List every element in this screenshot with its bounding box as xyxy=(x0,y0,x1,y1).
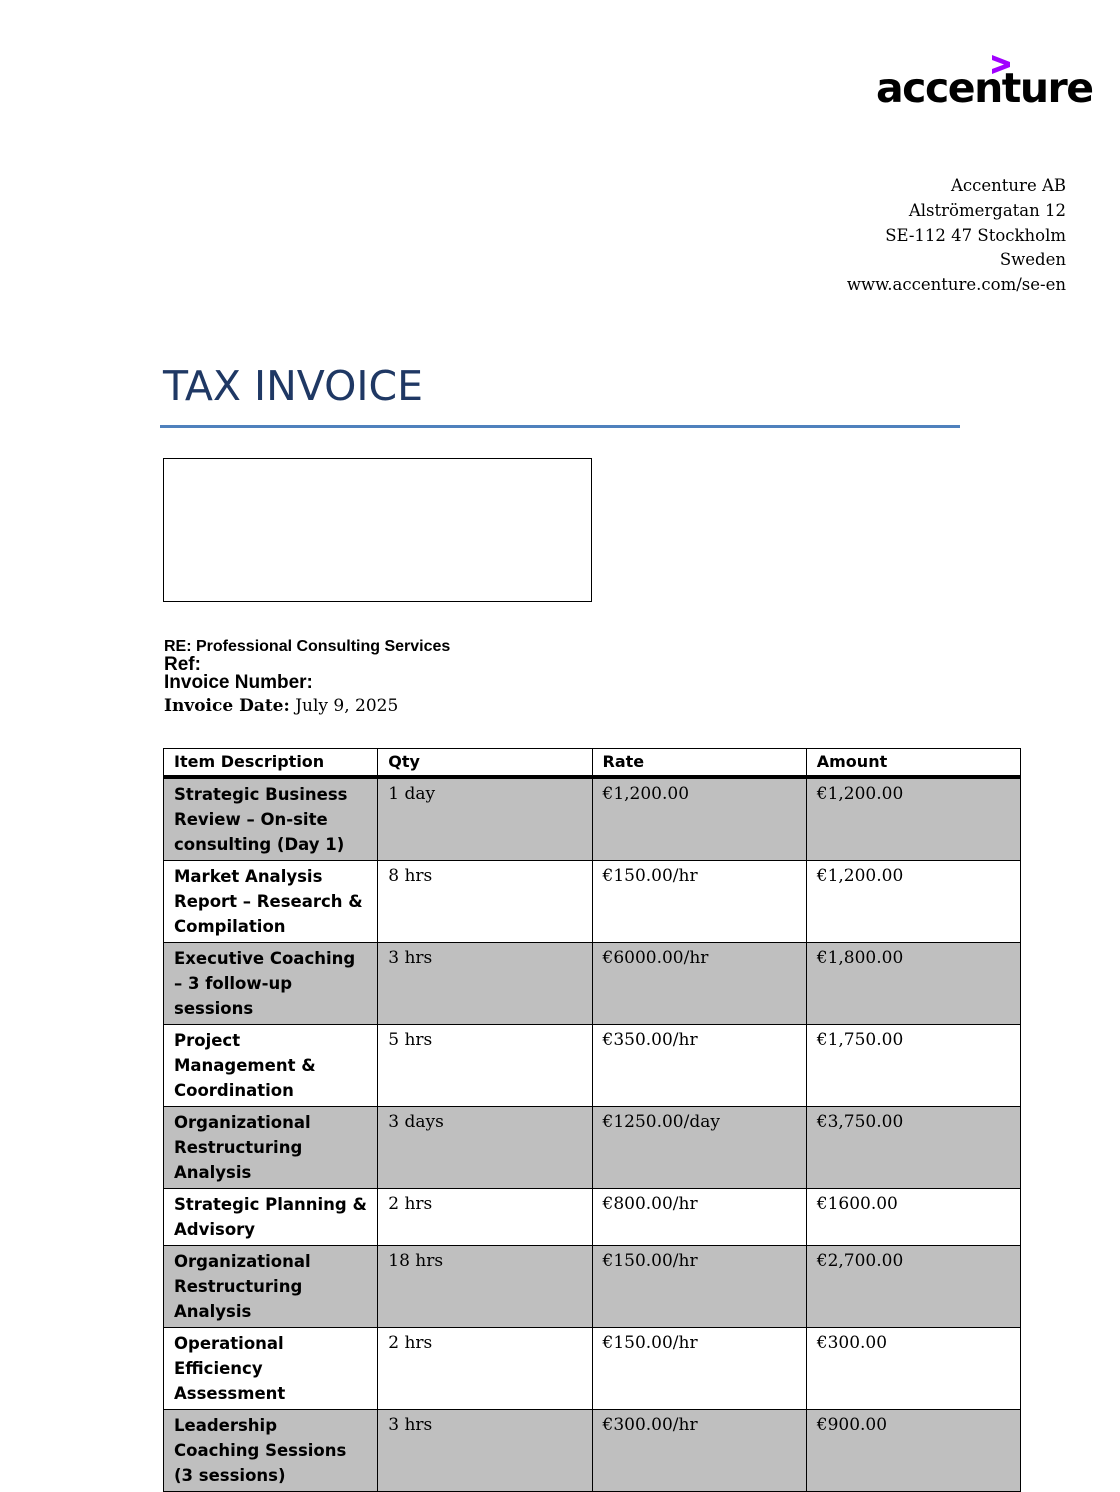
item-description: Executive Coaching – 3 follow-up sessions xyxy=(164,943,378,1025)
header-rate: Rate xyxy=(592,749,806,778)
item-description: Strategic Planning & Advisory xyxy=(164,1189,378,1246)
invoice-date-label: Invoice Date: xyxy=(164,696,290,716)
item-amount: €1,750.00 xyxy=(806,1025,1020,1107)
invoice-date-value: July 9, 2025 xyxy=(295,696,399,716)
item-rate: €6000.00/hr xyxy=(592,943,806,1025)
item-qty: 18 hrs xyxy=(378,1246,592,1328)
table-row xyxy=(164,1107,1021,1189)
item-description: Organizational Restructuring Analysis xyxy=(164,1246,378,1328)
item-rate: €150.00/hr xyxy=(592,1246,806,1328)
item-amount: €1,200.00 xyxy=(806,777,1020,861)
company-country: Sweden xyxy=(999,250,1066,270)
invoice-number-line xyxy=(164,672,313,694)
item-amount: €300.00 xyxy=(806,1328,1020,1410)
header-amount: Amount xyxy=(806,749,1020,778)
line-items-table xyxy=(163,748,1021,1492)
item-description: Operational Efficiency Assessment xyxy=(164,1328,378,1410)
ref-label: Ref: xyxy=(164,654,201,675)
item-qty: 1 day xyxy=(378,777,592,861)
logo-wordmark: accenture xyxy=(876,64,1093,112)
document-title: TAX INVOICE xyxy=(163,362,424,410)
invoice-number-label: Invoice Number: xyxy=(164,672,313,693)
header-item-description: Item Description xyxy=(164,749,378,778)
company-website: www.accenture.com/se-en xyxy=(846,275,1066,295)
item-qty: 2 hrs xyxy=(378,1189,592,1246)
item-qty: 3 hrs xyxy=(378,1410,592,1492)
item-rate: €1250.00/day xyxy=(592,1107,806,1189)
company-city: SE-112 47 Stockholm xyxy=(885,225,1066,245)
table-row xyxy=(164,943,1021,1025)
table-row xyxy=(164,1328,1021,1410)
recipient-address-box xyxy=(163,458,592,602)
item-amount: €1600.00 xyxy=(806,1189,1020,1246)
item-rate: €350.00/hr xyxy=(592,1025,806,1107)
table-row xyxy=(164,777,1021,861)
item-rate: €300.00/hr xyxy=(592,1410,806,1492)
item-description: Strategic Business Review – On-site consulting (Day 1) xyxy=(164,777,378,861)
item-description: Market Analysis Report – Research & Compilation xyxy=(164,861,378,943)
item-qty: 3 hrs xyxy=(378,943,592,1025)
company-name: Accenture AB xyxy=(951,176,1066,195)
item-qty: 3 days xyxy=(378,1107,592,1189)
item-rate: €150.00/hr xyxy=(592,861,806,943)
header-qty: Qty xyxy=(378,749,592,778)
item-amount: €1,800.00 xyxy=(806,943,1020,1025)
item-qty: 2 hrs xyxy=(378,1328,592,1410)
company-address xyxy=(847,174,1066,298)
item-rate: €800.00/hr xyxy=(592,1189,806,1246)
item-rate: €150.00/hr xyxy=(592,1328,806,1410)
accenture-logo xyxy=(876,50,1093,120)
item-description: Leadership Coaching Sessions (3 sessions) xyxy=(164,1410,378,1492)
re-line: RE: Professional Consulting Services xyxy=(164,638,451,655)
item-qty: 8 hrs xyxy=(378,861,592,943)
item-amount: €2,700.00 xyxy=(806,1246,1020,1328)
table-header-row xyxy=(164,749,1021,778)
company-street: Alströmergatan 12 xyxy=(908,200,1066,220)
item-description: Project Management & Coordination xyxy=(164,1025,378,1107)
table-row xyxy=(164,1189,1021,1246)
table-row xyxy=(164,861,1021,943)
item-qty: 5 hrs xyxy=(378,1025,592,1107)
item-rate: €1,200.00 xyxy=(592,777,806,861)
item-description: Organizational Restructuring Analysis xyxy=(164,1107,378,1189)
item-amount: €3,750.00 xyxy=(806,1107,1020,1189)
table-row xyxy=(164,1025,1021,1107)
title-underline xyxy=(160,425,960,428)
item-amount: €900.00 xyxy=(806,1410,1020,1492)
item-amount: €1,200.00 xyxy=(806,861,1020,943)
invoice-date-line xyxy=(164,696,398,716)
table-row xyxy=(164,1246,1021,1328)
